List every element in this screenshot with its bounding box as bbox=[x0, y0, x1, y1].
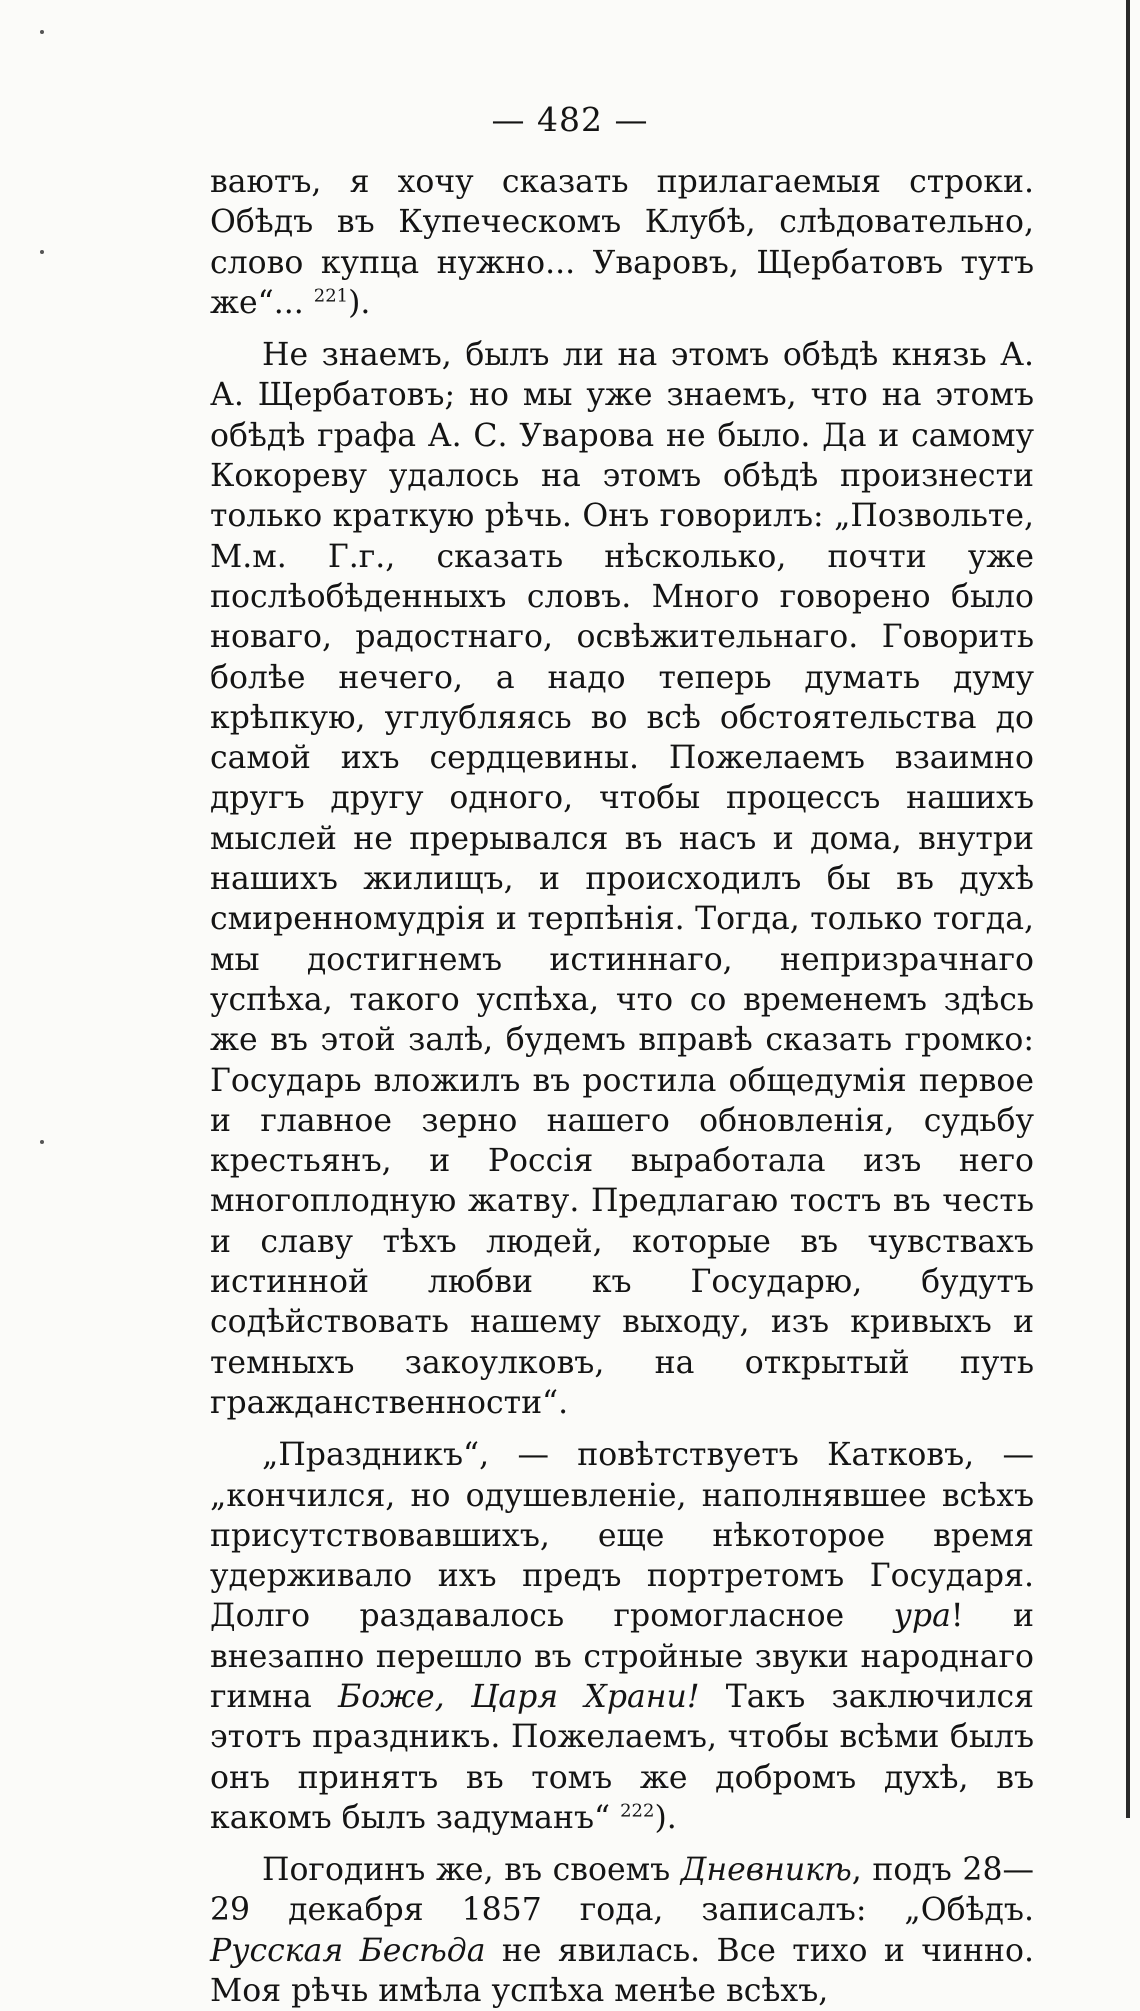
text-run: „Праздникъ“, — повѣтствуетъ Катковъ, — „кончился, но одушевленіе, наполнявшее всѣхъ присутствовавшихъ, еще нѣкоторое время удерживало ихъ предъ портретомъ Государя. Долго раздавалось громогласное bbox=[210, 1437, 1034, 1635]
page-body bbox=[210, 162, 1034, 2011]
text-run: Не знаемъ, былъ ли на этомъ обѣдѣ князь А. А. Щербатовъ; но мы уже знаемъ, что на этомъ обѣдѣ графа А. С. Уварова не было. Да и самому Кокореву удалось на этомъ обѣдѣ произнести только краткую рѣчь. Онъ говорилъ: „Позвольте, М.м. Г.г., сказать нѣсколько, почти уже послѣобѣденныхъ словъ. Много говорено было новаго, радостнаго, освѣжительнаго. Говорить болѣе нечего, а надо теперь думать думу крѣпкую, углубляясь во всѣ обстоятельства до самой ихъ сердцевины. Пожелаемъ взаимно другъ другу одного, чтобы процессъ нашихъ мыслей не прерывался въ насъ и дома, внутри нашихъ жилищъ, и происходилъ бы въ духѣ смиренномудрія и терпѣнія. Тогда, только тогда, мы достигнемъ истиннаго, непризрачнаго успѣха, такого успѣха, что со временемъ здѣсь же въ этой залѣ, будемъ вправѣ сказать громко: Государь вложилъ въ ростила общедумія первое и главное зерно нашего обновленія, судьбу крестьянъ, и Россія выработала изъ него многоплодную жатву. Предлагаю тостъ въ честь и славу тѣхъ людей, которые въ чувствахъ истинной любви къ Государю, будутъ содѣйствовать нашему выходу, изъ кривыхъ и темныхъ закоулковъ, на открытый путь гражданственности“. bbox=[210, 337, 1034, 1421]
text-run: , подъ 28—29 декабря 1857 года, записалъ: „Обѣдъ. bbox=[210, 1852, 1034, 1929]
page-number: — 482 — bbox=[491, 100, 649, 139]
text-run: ). bbox=[654, 1799, 677, 1836]
text-run: ваютъ, я хочу сказать прилагаемыя строки. Обѣдъ въ Купеческомъ Клубѣ, слѣдовательно, слово купца нужно... Уваровъ, Щербатовъ тутъ же“... bbox=[210, 164, 1034, 321]
scan-speck bbox=[40, 30, 44, 34]
italic-text: Дневникѣ bbox=[680, 1852, 852, 1889]
text-run: ). bbox=[348, 284, 371, 321]
text-run: Такъ заключился этотъ праздникъ. Пожелаемъ, чтобы всѣми былъ онъ принятъ въ томъ же добромъ духѣ, въ какомъ былъ задуманъ“ bbox=[210, 1678, 1034, 1836]
paragraph-pogodin-diary bbox=[210, 1850, 1034, 2011]
paragraph-katkov-account bbox=[210, 1435, 1034, 1838]
footnote-ref: 221 bbox=[313, 285, 349, 307]
text-run: ! и внезапно перешло въ стройные звуки народнаго гимна bbox=[210, 1598, 1034, 1715]
italic-text: Русская Бесѣда bbox=[210, 1932, 486, 1969]
text-run: не явилась. Все тихо и чинно. Моя рѣчь имѣла успѣха менѣе всѣхъ, bbox=[210, 1932, 1034, 2010]
paragraph-kokorev-speech bbox=[210, 335, 1034, 1423]
footnote-ref: 222 bbox=[620, 1800, 655, 1822]
paragraph-continued bbox=[210, 162, 1034, 323]
italic-text: ура bbox=[893, 1598, 951, 1635]
scan-speck bbox=[40, 1140, 44, 1144]
page-edge-shadow bbox=[1126, 0, 1130, 1818]
scan-speck bbox=[40, 250, 44, 254]
text-run: Погодинъ же, въ своемъ bbox=[262, 1852, 681, 1889]
italic-text: Боже, Царя Храни! bbox=[338, 1678, 700, 1715]
